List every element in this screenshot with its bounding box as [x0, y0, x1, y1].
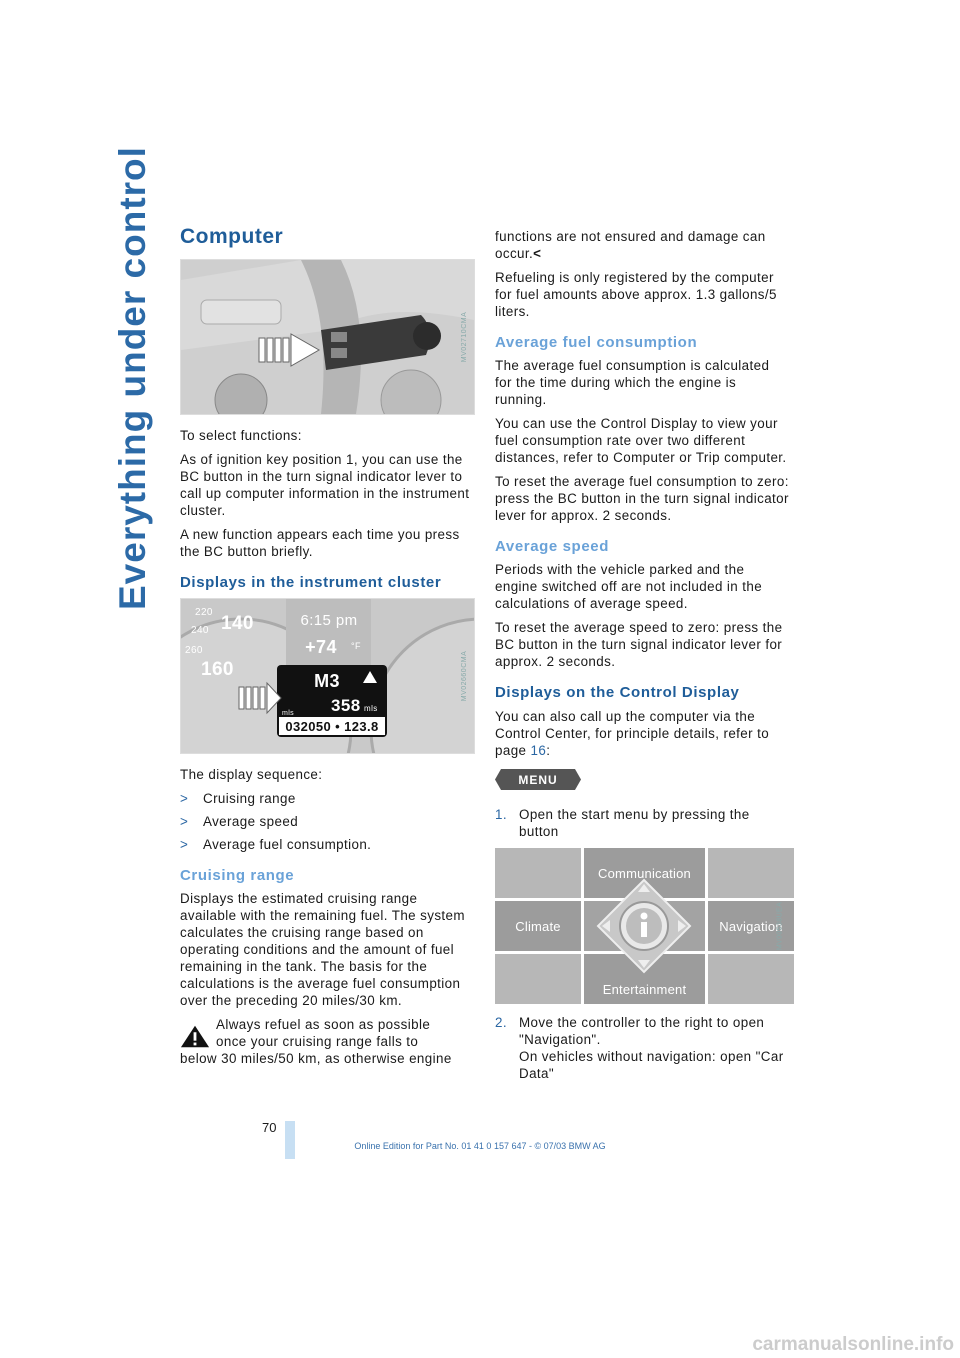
page-link[interactable]: 16 — [530, 743, 547, 758]
figure-code: MV00538UEA — [776, 901, 784, 951]
paragraph: To reset the average fuel consumption to zero: press the BC button in the turn signal indicator lever for approx. 2 seconds. — [495, 474, 789, 523]
list-item — [180, 836, 474, 853]
end-mark: < — [533, 246, 542, 261]
subheading-average-fuel: Average fuel consumption — [495, 334, 698, 351]
menu-item-climate[interactable]: Climate — [495, 901, 581, 951]
warning-text-line: once your cruising range falls to — [216, 1034, 419, 1049]
subheading-cruising-range: Cruising range — [180, 867, 295, 884]
speed-label: 140 — [221, 613, 254, 634]
warning-icon — [180, 1023, 210, 1049]
paragraph: A new function appears each time you press the BC button briefly. — [180, 527, 460, 559]
step-number: 2. — [495, 1015, 507, 1030]
speed-label: 160 — [201, 659, 234, 680]
step-number: 1. — [495, 807, 507, 822]
cluster-odometer: 032050 • 123.8 — [285, 719, 379, 734]
menu-cell-empty — [708, 848, 794, 898]
menu-item-navigation[interactable]: Navigation — [708, 901, 794, 951]
paragraph: The average fuel consumption is calculated for the time during which the engine is running. — [495, 358, 770, 407]
menu-item-communication[interactable]: Communication — [584, 848, 705, 898]
cluster-range: 358 — [331, 696, 361, 715]
watermark: carmanualsonline.info — [752, 1334, 954, 1355]
paragraph — [495, 708, 789, 759]
menu-center-info[interactable] — [584, 901, 705, 951]
subheading-average-speed: Average speed — [495, 538, 609, 555]
speed-label: 240 — [191, 625, 209, 636]
step-item — [495, 806, 789, 840]
paragraph-text: functions are not ensured and damage can occur. — [495, 229, 766, 261]
figure-code: MV02710CMA — [461, 311, 469, 363]
cluster-temp-unit: °F — [351, 641, 361, 651]
figure-turn-signal-lever — [180, 259, 475, 415]
cluster-gear: M3 — [314, 671, 340, 691]
list-item — [180, 813, 474, 830]
list-item-text: Cruising range — [203, 791, 296, 806]
paragraph: To select functions: — [180, 428, 302, 443]
paragraph: Displays the estimated cruising range available with the remaining fuel. The system calculates the cruising range based on operating conditions and the amount of fuel remaining in the tank. The basis for the calculations is the average fuel consumption over the preceding 20 miles/30 km. — [180, 891, 465, 1008]
menu-cell-empty — [495, 848, 581, 898]
paragraph-text: : — [546, 743, 551, 758]
paragraph: To reset the average speed to zero: press the BC button in the turn signal indicator lever for approx. 2 seconds. — [495, 620, 783, 669]
list-item-text: Average speed — [203, 814, 299, 829]
section-heading-computer: Computer — [180, 225, 284, 248]
info-controller-icon — [594, 876, 694, 976]
bullet-marker: > — [180, 837, 189, 852]
side-chapter-title — [112, 146, 153, 610]
bullet-marker: > — [180, 791, 189, 806]
page-number: 70 — [262, 1120, 277, 1135]
cluster-range-unit: mls — [364, 704, 378, 713]
step-item — [495, 1014, 789, 1082]
menu-cell-empty — [495, 954, 581, 1004]
speed-label: 260 — [185, 645, 203, 656]
figure-instrument-cluster — [180, 598, 475, 754]
paragraph-text: You can also call up the computer via the Control Center, for principle details, refer to page — [495, 709, 770, 758]
menu-button-label: MENU — [518, 773, 558, 787]
menu-item-entertainment[interactable]: Entertainment — [584, 954, 705, 1004]
warning-text-line: below 30 miles/50 km, as otherwise engine — [180, 1051, 452, 1066]
footer-text: Online Edition for Part No. 01 41 0 157 647 - © 07/03 BMW AG — [354, 1141, 606, 1151]
instrument-cluster-illustration — [181, 599, 474, 753]
figure-code: MV02660CMA — [461, 650, 469, 702]
speed-label: 220 — [195, 607, 213, 618]
list-item-text: Average fuel consumption. — [203, 837, 372, 852]
paragraph: Periods with the vehicle parked and the engine switched off are not included in the calculations of average speed. — [495, 562, 763, 611]
subheading-displays-instrument-cluster: Displays in the instrument cluster — [180, 574, 442, 591]
bullet-marker: > — [180, 814, 189, 829]
list-item — [180, 790, 474, 807]
warning-text-line: Always refuel as soon as possible — [216, 1017, 431, 1032]
paragraph: As of ignition key position 1, you can use the BC button in the turn signal indicator lever to call up computer information in the instrument cluster. — [180, 452, 470, 518]
paragraph — [495, 228, 789, 262]
turn-signal-lever-illustration — [181, 260, 474, 414]
step-text: Move the controller to the right to open "Navigation". — [519, 1015, 765, 1047]
paragraph: The display sequence: — [180, 767, 323, 782]
cluster-mls: mls — [282, 710, 295, 717]
step-text: Open the start menu by pressing the button — [519, 807, 750, 839]
paragraph: You can use the Control Display to view your fuel consumption rate over two different distances, refer to Computer or Trip computer. — [495, 416, 787, 465]
footer-bar — [285, 1121, 295, 1159]
menu-button-icon — [495, 769, 581, 790]
side-chapter-title-text: Everything under control — [112, 146, 153, 610]
subheading-control-display: Displays on the Control Display — [495, 684, 740, 701]
cluster-time: 6:15 pm — [300, 612, 358, 629]
step-text: On vehicles without navigation: open "Car Data" — [519, 1049, 784, 1081]
start-menu-screen — [495, 848, 788, 1004]
warning-note — [180, 1016, 474, 1067]
menu-cell-empty — [708, 954, 794, 1004]
right-column — [495, 228, 789, 1089]
left-column — [180, 225, 474, 1074]
paragraph: Refueling is only registered by the computer for fuel amounts above approx. 1.3 gallons/5 liters. — [495, 270, 777, 319]
cluster-temp: +74 — [305, 637, 337, 657]
